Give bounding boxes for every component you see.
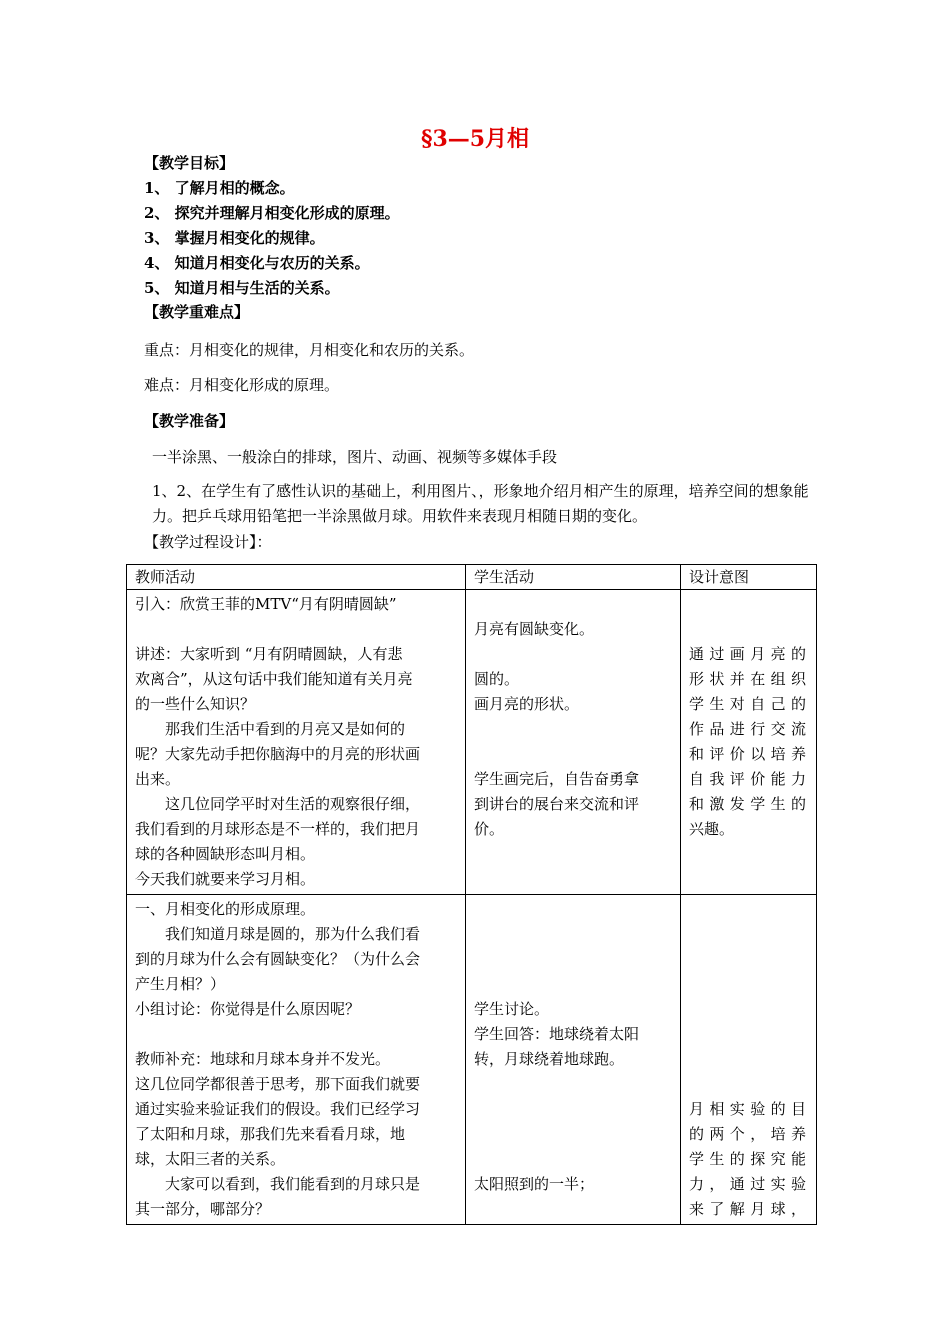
cell-line: 圆的。 bbox=[474, 670, 520, 688]
cell-line: 小组讨论：你觉得是什么原因呢？ bbox=[135, 1000, 361, 1018]
header-intent: 设计意图 bbox=[681, 565, 817, 590]
cell-line: 了太阳和月球，那我们先来看看月球，地 bbox=[135, 1125, 406, 1143]
lesson-process-table bbox=[126, 564, 817, 1225]
difficult-point: 难点：月相变化形成的原理。 bbox=[144, 376, 340, 394]
cell-line: 这几位同学平时对生活的观察很仔细， bbox=[135, 795, 421, 813]
cell-line: 画月亮的形状。 bbox=[474, 695, 580, 713]
cell-line: 教师补充：地球和月球本身并不发光。 bbox=[135, 1050, 391, 1068]
cell-line bbox=[689, 972, 808, 997]
prep-paragraph: 1、2、在学生有了感性认识的基础上，利用图片、，形象地介绍月相产生的原理，培养空间的想象能力。把乒乓球用铅笔把一半涂黑做月球。用软件来表现月相随日期的变化。 bbox=[152, 482, 809, 525]
cell-line: 球，太阳三者的关系。 bbox=[135, 1150, 286, 1168]
cell-line bbox=[689, 922, 808, 947]
cell-line bbox=[474, 897, 672, 922]
cell-line: 学生讨论。 bbox=[474, 1000, 550, 1018]
teacher-cell bbox=[127, 590, 466, 895]
objective-item: 5、 知道月相与生活的关系。 bbox=[144, 279, 340, 297]
cell-line: 学生对自己的 bbox=[689, 695, 808, 713]
intent-cell bbox=[681, 895, 817, 1225]
cell-line: 我们看到的月球形态是不一样的，我们把月 bbox=[135, 820, 421, 838]
cell-line: 到讲台的展台来交流和评 bbox=[474, 795, 640, 813]
cell-line: 和激发学生的 bbox=[689, 795, 808, 813]
cell-line: 通过画月亮的 bbox=[689, 645, 808, 663]
cell-line: 引入：欣赏王菲的MTV“月有阴晴圆缺” bbox=[135, 595, 397, 613]
cell-line bbox=[474, 947, 672, 972]
cell-line: 呢？大家先动手把你脑海中的月亮的形状画 bbox=[135, 745, 421, 763]
cell-line bbox=[135, 617, 457, 642]
cell-line: 我们知道月球是圆的，那为什么我们看 bbox=[135, 925, 421, 943]
cell-line: 到的月球为什么会有圆缺变化？（为什么会 bbox=[135, 950, 421, 968]
cell-line: 自我评价能力 bbox=[689, 770, 808, 788]
cell-line bbox=[474, 717, 672, 742]
cell-line: 大家可以看到，我们能看到的月球只是 bbox=[135, 1175, 421, 1193]
cell-line: 学生的探究能 bbox=[689, 1150, 808, 1168]
cell-line bbox=[474, 642, 672, 667]
student-cell bbox=[466, 895, 681, 1225]
cell-line: 学生回答：地球绕着太阳 bbox=[474, 1025, 640, 1043]
cell-line bbox=[135, 1022, 457, 1047]
table-row bbox=[127, 590, 817, 895]
cell-line: 作品进行交流 bbox=[689, 720, 808, 738]
cell-line: 一、月相变化的形成原理。 bbox=[135, 900, 316, 918]
objective-item: 2、 探究并理解月相变化形成的原理。 bbox=[144, 204, 400, 222]
cell-line bbox=[474, 1147, 672, 1172]
process-heading: 【教学过程设计】： bbox=[144, 533, 272, 551]
keypoints-heading: 【教学重难点】 bbox=[144, 303, 250, 321]
cell-line bbox=[474, 1072, 672, 1097]
cell-line: 的两个，培养 bbox=[689, 1125, 808, 1143]
objective-item: 4、 知道月相变化与农历的关系。 bbox=[144, 254, 370, 272]
cell-line: 月相实验的目 bbox=[689, 1100, 808, 1118]
cell-line bbox=[689, 1072, 808, 1097]
cell-line: 学生画完后，自告奋勇拿 bbox=[474, 770, 640, 788]
cell-line: 讲述：大家听到 “月有阴晴圆缺，人有悲 bbox=[135, 645, 403, 663]
cell-line bbox=[689, 1047, 808, 1072]
cell-line bbox=[474, 742, 672, 767]
cell-line bbox=[474, 1122, 672, 1147]
objectives-heading: 【教学目标】 bbox=[144, 154, 235, 172]
intent-cell bbox=[681, 590, 817, 895]
cell-line bbox=[474, 592, 672, 617]
cell-line bbox=[689, 592, 808, 617]
cell-line: 兴趣。 bbox=[689, 820, 735, 838]
cell-line: 太阳照到的一半； bbox=[474, 1175, 595, 1193]
prep-heading: 【教学准备】 bbox=[144, 412, 235, 430]
cell-line bbox=[689, 997, 808, 1022]
cell-line: 价。 bbox=[474, 820, 505, 838]
cell-line bbox=[689, 617, 808, 642]
cell-line bbox=[689, 897, 808, 922]
cell-line bbox=[689, 1022, 808, 1047]
cell-line bbox=[474, 922, 672, 947]
header-teacher: 教师活动 bbox=[127, 565, 466, 590]
objective-item: 1、 了解月相的概念。 bbox=[144, 179, 295, 197]
cell-line: 来了解月球， bbox=[689, 1200, 808, 1218]
cell-line: 这几位同学都很善于思考，那下面我们就要 bbox=[135, 1075, 421, 1093]
cell-line: 球的各种圆缺形态叫月相。 bbox=[135, 845, 316, 863]
cell-line bbox=[474, 1197, 672, 1222]
cell-line bbox=[689, 947, 808, 972]
cell-line: 转，月球绕着地球跑。 bbox=[474, 1050, 625, 1068]
cell-line bbox=[474, 1097, 672, 1122]
table-header-row bbox=[127, 565, 817, 590]
cell-line: 产生月相？） bbox=[135, 975, 226, 993]
cell-line: 出来。 bbox=[135, 770, 181, 788]
page-title: §3—5月相 bbox=[420, 126, 530, 152]
teacher-cell bbox=[127, 895, 466, 1225]
cell-line: 那我们生活中看到的月亮又是如何的 bbox=[135, 720, 406, 738]
cell-line: 的一些什么知识？ bbox=[135, 695, 256, 713]
prep-text: 一半涂黑、一般涂白的排球，图片、动画、视频等多媒体手段 bbox=[152, 448, 558, 466]
cell-line: 形状并在组织 bbox=[689, 670, 808, 688]
cell-line: 力，通过实验 bbox=[689, 1175, 808, 1193]
cell-line: 月亮有圆缺变化。 bbox=[474, 620, 595, 638]
cell-line: 其一部分，哪部分？ bbox=[135, 1200, 271, 1218]
objective-item: 3、 掌握月相变化的规律。 bbox=[144, 229, 325, 247]
cell-line: 欢离合”，从这句话中我们能知道有关月亮 bbox=[135, 670, 413, 688]
key-point: 重点：月相变化的规律，月相变化和农历的关系。 bbox=[144, 341, 475, 359]
cell-line bbox=[474, 972, 672, 997]
cell-line: 今天我们就要来学习月相。 bbox=[135, 870, 316, 888]
cell-line: 通过实验来验证我们的假设。我们已经学习 bbox=[135, 1100, 421, 1118]
cell-line: 和评价以培养 bbox=[689, 745, 808, 763]
header-student: 学生活动 bbox=[466, 565, 681, 590]
student-cell bbox=[466, 590, 681, 895]
table-row bbox=[127, 895, 817, 1225]
